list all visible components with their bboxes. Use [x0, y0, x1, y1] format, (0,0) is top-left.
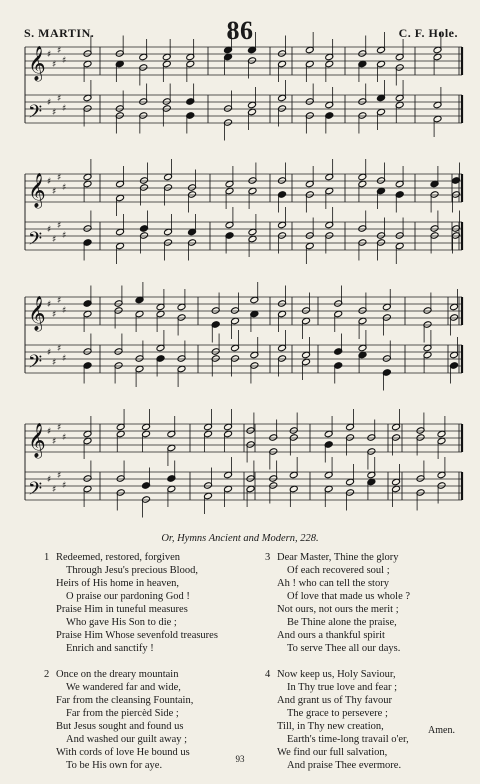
sharp-icon: ♯	[52, 358, 57, 368]
verse-line: But Jesus sought and found us	[56, 721, 184, 732]
sharp-icon: ♯	[47, 98, 52, 108]
left-verse-column	[44, 551, 218, 772]
verse-line: 4 Now keep us, Holy Saviour,	[265, 669, 396, 680]
sharp-icon: ♯	[52, 60, 57, 70]
bass-clef-icon: 𝄢	[28, 229, 43, 254]
verse-spacer	[265, 655, 410, 668]
verse-line: 3 Dear Master, Thine the glory	[265, 552, 399, 563]
verse-line: To serve Thee all our days.	[287, 643, 401, 654]
verse-line: Through Jesu's precious Blood,	[66, 565, 198, 576]
sharp-icon: ♯	[52, 108, 57, 118]
verse-line: 2 Once on the dreary mountain	[44, 669, 179, 680]
verse-line: We find our full salvation,	[277, 747, 388, 758]
treble-clef-icon: 𝄞	[28, 423, 46, 458]
sharp-icon: ♯	[57, 221, 62, 231]
sharp-icon: ♯	[62, 481, 67, 491]
sharp-icon: ♯	[57, 423, 62, 433]
verse-line: To be His own for aye.	[66, 760, 163, 771]
right-verse-column	[265, 551, 410, 772]
sharp-icon: ♯	[47, 300, 52, 310]
verse-line: Ah ! who can tell the story	[277, 578, 389, 589]
sharp-icon: ♯	[47, 475, 52, 485]
sharp-icon: ♯	[57, 296, 62, 306]
sharp-icon: ♯	[62, 306, 67, 316]
source-line: Or, Hymns Ancient and Modern, 228.	[161, 533, 319, 544]
sharp-icon: ♯	[52, 235, 57, 245]
verse-line: The grace to persevere ;	[287, 708, 388, 719]
verse-line: O praise our pardoning God !	[66, 591, 190, 602]
sharp-icon: ♯	[47, 427, 52, 437]
sharp-icon: ♯	[62, 56, 67, 66]
verse-line: Of each recovered soul ;	[287, 565, 390, 576]
verse-line: Praise Him in tuneful measures	[56, 604, 188, 615]
verse-line: Till, in Thy new creation,	[277, 721, 384, 732]
sharp-icon: ♯	[57, 46, 62, 56]
verse-line: And ours a thankful spirit	[277, 630, 385, 641]
sharp-icon: ♯	[52, 437, 57, 447]
sharp-icon: ♯	[47, 177, 52, 187]
verse-line: Praise Him Whose sevenfold treasures	[56, 630, 218, 641]
treble-clef-icon: 𝄞	[28, 173, 46, 208]
page-number: 93	[235, 754, 245, 764]
sharp-icon: ♯	[57, 94, 62, 104]
sharp-icon: ♯	[62, 183, 67, 193]
composer-name: C. F. Hole.	[398, 26, 458, 40]
verse-line: Far from the cleansing Fountain,	[56, 695, 194, 706]
verse-line: Earth's time-long travail o'er,	[287, 734, 409, 745]
sharp-icon: ♯	[52, 485, 57, 495]
verse-number: 1	[44, 552, 50, 563]
sharp-icon: ♯	[62, 433, 67, 443]
verse-line: And washed our guilt away ;	[66, 734, 188, 745]
sharp-icon: ♯	[47, 50, 52, 60]
verse-line: We wandered far and wide,	[66, 682, 181, 693]
hymn-number: 86	[226, 16, 254, 45]
sharp-icon: ♯	[52, 310, 57, 320]
amen-text: Amen.	[428, 725, 455, 736]
sharp-icon: ♯	[57, 471, 62, 481]
bass-clef-icon: 𝄢	[28, 479, 43, 504]
verse-line: Who gave His Son to die ;	[66, 617, 177, 628]
treble-clef-icon: 𝄞	[28, 46, 46, 81]
verse-line: Heirs of His home in heaven,	[56, 578, 180, 589]
bass-clef-icon: 𝄢	[28, 102, 43, 127]
sharp-icon: ♯	[62, 104, 67, 114]
verse-spacer	[44, 655, 218, 668]
sharp-icon: ♯	[52, 187, 57, 197]
verse-line: In Thy true love and fear ;	[287, 682, 398, 693]
bass-clef-icon: 𝄢	[28, 352, 43, 377]
verse-line: Be Thine alone the praise,	[287, 617, 397, 628]
sharp-icon: ♯	[57, 344, 62, 354]
sharp-icon: ♯	[47, 348, 52, 358]
sharp-icon: ♯	[62, 354, 67, 364]
verse-line: Of love that made us whole ?	[287, 591, 411, 602]
verse-number: 3	[265, 552, 271, 563]
sharp-icon: ♯	[57, 173, 62, 183]
sharp-icon: ♯	[62, 231, 67, 241]
verse-line: And grant us of Thy favour	[277, 695, 392, 706]
verse-number: 2	[44, 669, 50, 680]
verse-line: With cords of love He bound us	[56, 747, 190, 758]
verse-line: Not ours, not ours the merit ;	[277, 604, 399, 615]
sharp-icon: ♯	[47, 225, 52, 235]
verse-line: Enrich and sanctify !	[66, 643, 154, 654]
verse-line: And praise Thee evermore.	[287, 760, 402, 771]
verse-number: 4	[265, 669, 271, 680]
treble-clef-icon: 𝄞	[28, 296, 46, 331]
verse-line: Far from the piercèd Side ;	[66, 708, 179, 719]
verse-line: 1 Redeemed, restored, forgiven	[44, 552, 181, 563]
tune-name: S. MARTIN.	[24, 26, 95, 40]
